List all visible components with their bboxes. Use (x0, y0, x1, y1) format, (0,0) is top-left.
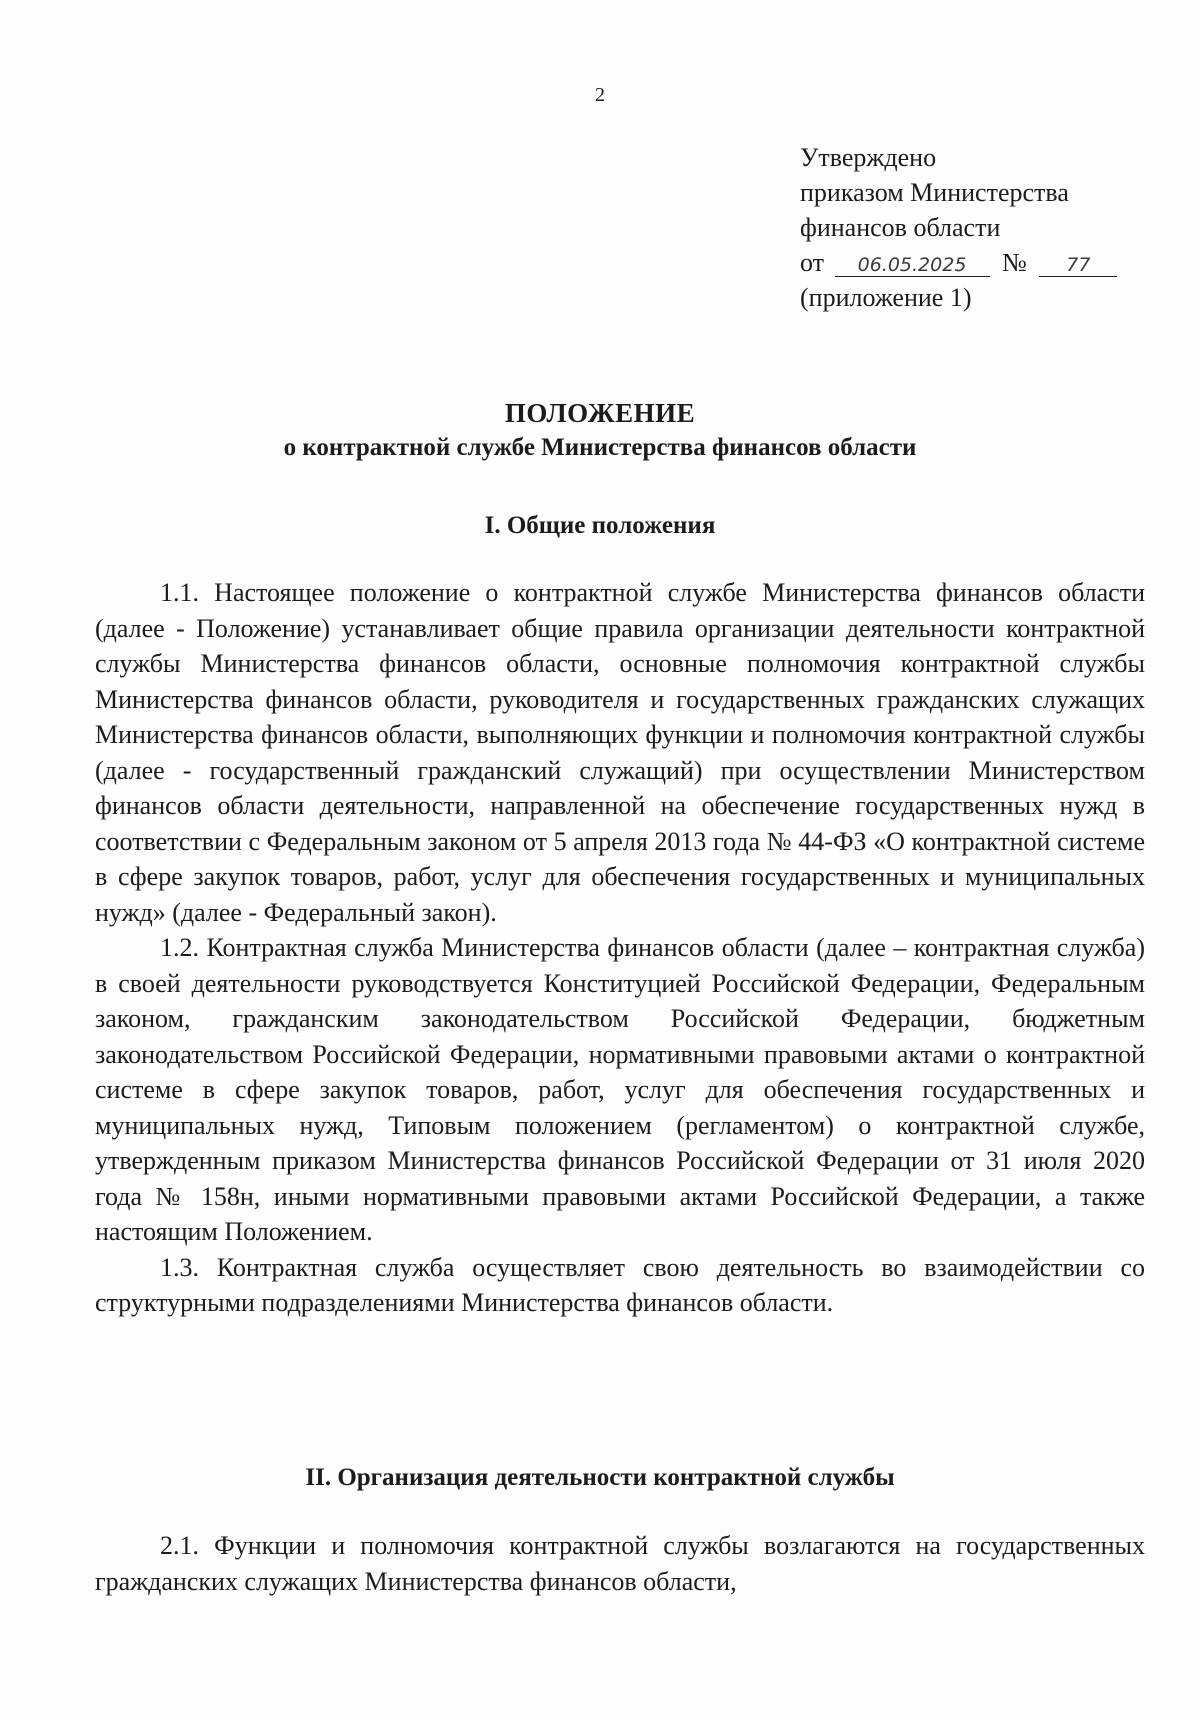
document-subtitle: о контрактной службе Министерства финансов области (283, 434, 917, 461)
section-organization-body (95, 1528, 1145, 1599)
section-general-body (95, 575, 1145, 1321)
handwritten-date: 06.05.2025 (835, 254, 990, 277)
paragraph-1-2: 1.2. Контрактная служба Министерства финансов области (далее – контрактная служба) в своей деятельности руководствуется Конституцией Российской Федерации, Федеральным законом, гражданским законодательством Российской Федерации, бюджетным законодательством Российской Федерации, нормативными правовыми актами о контрактной системе в сфере закупок товаров, работ, услуг для обеспечения государственных и муниципальных нужд, Типовым положением (регламентом) о контрактной службе, утвержденным приказом Министерства финансов Российской Федерации от 31 июля 2020 года № 158н, иными нормативными правовыми актами Российской Федерации, а также настоящим Положением. (95, 933, 1145, 1246)
paragraph-2-1: 2.1. Функции и полномочия контрактной службы возлагаются на государственных гражданских служащих Министерства финансов области, (95, 1531, 1145, 1596)
approval-line-approved: Утверждено (800, 143, 937, 172)
section-heading-organization: II. Организация деятельности контрактной службы (305, 1464, 895, 1491)
approval-line-appendix: (приложение 1) (800, 283, 972, 312)
approval-date-number-line (800, 245, 1117, 280)
approval-line-order: приказом Министерства (800, 178, 1069, 207)
approval-stamp-block (800, 140, 1117, 315)
approval-date-prefix: от (800, 248, 825, 277)
document-title: ПОЛОЖЕНИЕ (504, 398, 696, 428)
paragraph-1-1: 1.1. Настоящее положение о контрактной службе Министерства финансов области (далее - Положение) устанавливает общие правила организации деятельности контрактной службы Министерства финансов области, основные полномочия контрактной службы Министерства финансов области, руководителя и государственных гражданских служащих Министерства финансов области, выполняющих функции и полномочия контрактной службы (далее - государственный гражданский служащий) при осуществлении Министерством финансов области деятельности, направленной на обеспечение государственных нужд в соответствии с Федеральным законом от 5 апреля 2013 года № 44-ФЗ «О контрактной системе в сфере закупок товаров, работ, услуг для обеспечения государственных и муниципальных нужд» (далее - Федеральный закон). (95, 578, 1145, 927)
paragraph-1-3: 1.3. Контрактная служба осуществляет свою деятельность во взаимодействии со структурными подразделениями Министерства финансов области. (95, 1252, 1145, 1317)
section-heading-general: I. Общие положения (484, 512, 716, 539)
approval-line-ministry: финансов области (800, 213, 1001, 242)
handwritten-order-number: 77 (1039, 254, 1117, 277)
number-sign: № (1002, 248, 1027, 277)
page-number: 2 (595, 84, 605, 106)
